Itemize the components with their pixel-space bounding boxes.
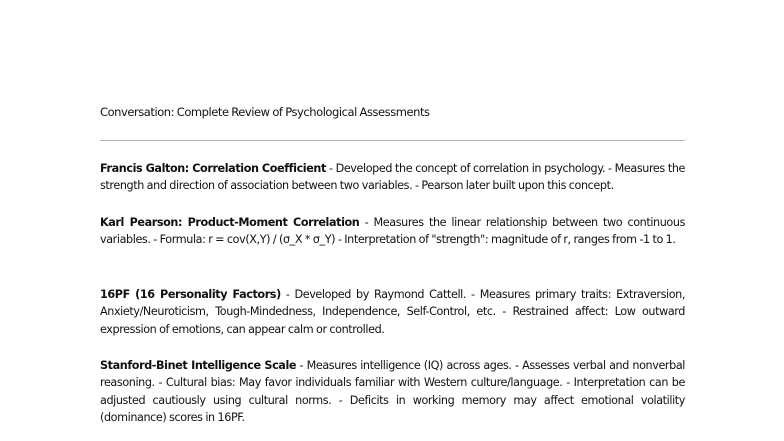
entry-body: - Developed by Raymond Cattell. - Measures primary traits: Extraversion, Anxiety/Neuroticism, Tough-Mindedness, Independence, Self-Control, etc. - Restrained affect: Low outward expression of emotions, can appear calm or controlled.	[100, 288, 685, 336]
entry-pearson	[100, 214, 685, 249]
divider	[100, 140, 685, 141]
entry-galton	[100, 160, 685, 195]
entry-body: - Measures the linear relationship between two continuous variables. - Formula: r = cov(X,Y) / (σ_X * σ_Y) - Interpretation of "strength": magnitude of r, ranges from -1 to 1.	[100, 216, 685, 247]
entry-16pf	[100, 286, 685, 338]
entry-heading: Karl Pearson: Product-Moment Correlation	[100, 216, 360, 229]
entry-heading: Francis Galton: Correlation Coefficient	[100, 162, 326, 175]
entry-body: - Developed the concept of correlation in psychology. - Measures the strength and direction of association between two variables. - Pearson later built upon this concept.	[100, 162, 685, 193]
document-title: Conversation: Complete Review of Psychological Assessments	[100, 105, 430, 119]
entry-heading: 16PF (16 Personality Factors)	[100, 288, 281, 301]
entry-heading: Stanford-Binet Intelligence Scale	[100, 359, 297, 372]
entry-stanford-binet	[100, 357, 685, 427]
entry-body: - Measures intelligence (IQ) across ages. - Assesses verbal and nonverbal reasoning. - Cultural bias: May favor individuals familiar with Western culture/language. - Interpretation can be adjusted cautiously using cultural norms. - Deficits in working memory may affect emotional volatility (dominance) scores in 16PF.	[100, 359, 685, 425]
